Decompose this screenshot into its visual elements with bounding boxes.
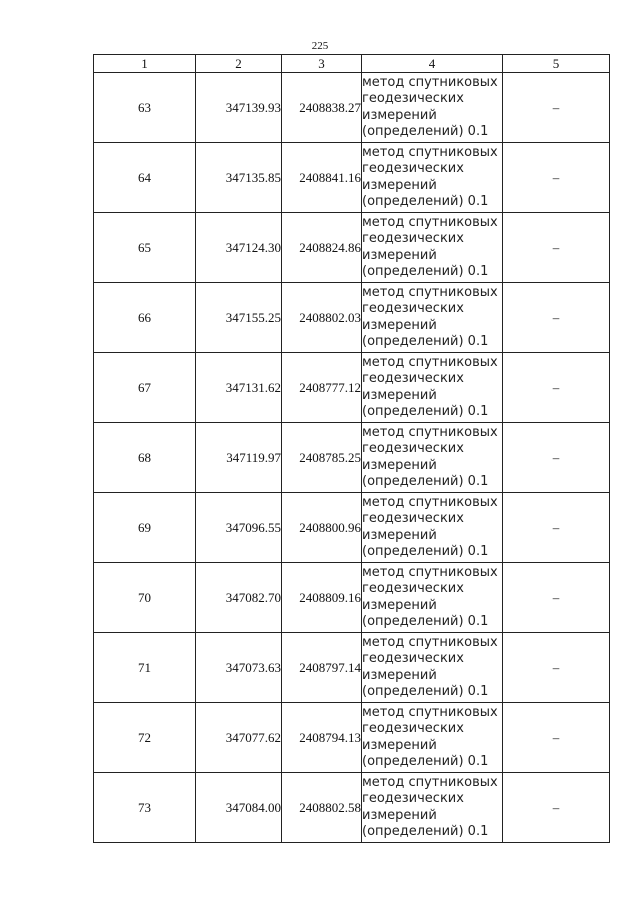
method-cell	[362, 213, 503, 283]
method-line: метод спутниковых	[362, 494, 498, 510]
point-number-cell: 67	[94, 353, 196, 423]
note-cell: –	[503, 353, 610, 423]
x-coordinate-cell: 347119.97	[196, 423, 282, 493]
y-coordinate-cell: 2408841.16	[282, 143, 362, 213]
method-line: метод спутниковых	[362, 564, 498, 580]
y-coordinate-cell: 2408797.14	[282, 633, 362, 703]
method-line: метод спутниковых	[362, 214, 498, 230]
method-cell	[362, 353, 503, 423]
table-row	[94, 213, 610, 283]
method-line: геодезических	[362, 721, 464, 736]
method-line: геодезических	[362, 581, 464, 596]
method-line: (определений) 0.1	[362, 824, 489, 839]
point-number-cell: 65	[94, 213, 196, 283]
method-line: геодезических	[362, 231, 464, 246]
method-line: метод спутниковых	[362, 284, 498, 300]
y-coordinate-cell: 2408794.13	[282, 703, 362, 773]
table-body	[94, 73, 610, 843]
y-coordinate-cell: 2408838.27	[282, 73, 362, 143]
point-number-cell: 73	[94, 773, 196, 843]
method-line: измерений	[362, 107, 437, 123]
method-line: измерений	[362, 807, 437, 823]
method-cell	[362, 73, 503, 143]
table-row	[94, 423, 610, 493]
table-row	[94, 143, 610, 213]
y-coordinate-cell: 2408802.58	[282, 773, 362, 843]
method-line: метод спутниковых	[362, 774, 498, 790]
method-line: геодезических	[362, 161, 464, 176]
method-line: геодезических	[362, 91, 464, 106]
method-cell	[362, 633, 503, 703]
method-line: измерений	[362, 317, 437, 333]
method-line: измерений	[362, 597, 437, 613]
x-coordinate-cell: 347096.55	[196, 493, 282, 563]
method-line: метод спутниковых	[362, 354, 498, 370]
method-cell	[362, 773, 503, 843]
method-line: геодезических	[362, 511, 464, 526]
method-line: (определений) 0.1	[362, 264, 489, 279]
header-col-3: 3	[282, 55, 362, 73]
header-col-5: 5	[503, 55, 610, 73]
note-cell: –	[503, 633, 610, 703]
y-coordinate-cell: 2408802.03	[282, 283, 362, 353]
note-cell: –	[503, 703, 610, 773]
point-number-cell: 70	[94, 563, 196, 633]
method-line: (определений) 0.1	[362, 124, 489, 139]
point-number-cell: 63	[94, 73, 196, 143]
method-line: метод спутниковых	[362, 144, 498, 160]
method-line: (определений) 0.1	[362, 684, 489, 699]
method-cell	[362, 563, 503, 633]
y-coordinate-cell: 2408800.96	[282, 493, 362, 563]
method-line: метод спутниковых	[362, 74, 498, 90]
table-row	[94, 493, 610, 563]
method-line: измерений	[362, 527, 437, 543]
method-cell	[362, 283, 503, 353]
header-col-2: 2	[196, 55, 282, 73]
note-cell: –	[503, 563, 610, 633]
method-line: метод спутниковых	[362, 634, 498, 650]
method-line: измерений	[362, 457, 437, 473]
method-line: геодезических	[362, 791, 464, 806]
method-line: геодезических	[362, 301, 464, 316]
method-line: (определений) 0.1	[362, 544, 489, 559]
method-line: измерений	[362, 247, 437, 263]
method-line: геодезических	[362, 371, 464, 386]
x-coordinate-cell: 347139.93	[196, 73, 282, 143]
point-number-cell: 71	[94, 633, 196, 703]
x-coordinate-cell: 347084.00	[196, 773, 282, 843]
method-line: (определений) 0.1	[362, 334, 489, 349]
table-row	[94, 563, 610, 633]
method-line: (определений) 0.1	[362, 404, 489, 419]
note-cell: –	[503, 773, 610, 843]
method-line: измерений	[362, 737, 437, 753]
y-coordinate-cell: 2408824.86	[282, 213, 362, 283]
method-cell	[362, 493, 503, 563]
y-coordinate-cell: 2408785.25	[282, 423, 362, 493]
method-line: геодезических	[362, 651, 464, 666]
method-line: (определений) 0.1	[362, 754, 489, 769]
note-cell: –	[503, 143, 610, 213]
table-row	[94, 773, 610, 843]
table-header-row	[94, 55, 610, 73]
table-row	[94, 633, 610, 703]
method-line: измерений	[362, 177, 437, 193]
method-cell	[362, 703, 503, 773]
point-number-cell: 69	[94, 493, 196, 563]
point-number-cell: 72	[94, 703, 196, 773]
y-coordinate-cell: 2408777.12	[282, 353, 362, 423]
x-coordinate-cell: 347073.63	[196, 633, 282, 703]
header-col-1: 1	[94, 55, 196, 73]
note-cell: –	[503, 73, 610, 143]
point-number-cell: 64	[94, 143, 196, 213]
header-col-4: 4	[362, 55, 503, 73]
method-line: метод спутниковых	[362, 704, 498, 720]
coordinates-table	[93, 54, 610, 843]
method-cell	[362, 423, 503, 493]
method-cell	[362, 143, 503, 213]
x-coordinate-cell: 347082.70	[196, 563, 282, 633]
x-coordinate-cell: 347155.25	[196, 283, 282, 353]
page-number: 225	[311, 40, 329, 52]
x-coordinate-cell: 347077.62	[196, 703, 282, 773]
note-cell: –	[503, 423, 610, 493]
method-line: измерений	[362, 667, 437, 683]
point-number-cell: 68	[94, 423, 196, 493]
x-coordinate-cell: 347131.62	[196, 353, 282, 423]
method-line: (определений) 0.1	[362, 614, 489, 629]
method-line: (определений) 0.1	[362, 194, 489, 209]
point-number-cell: 66	[94, 283, 196, 353]
x-coordinate-cell: 347135.85	[196, 143, 282, 213]
table-row	[94, 353, 610, 423]
y-coordinate-cell: 2408809.16	[282, 563, 362, 633]
method-line: (определений) 0.1	[362, 474, 489, 489]
note-cell: –	[503, 493, 610, 563]
table-row	[94, 703, 610, 773]
note-cell: –	[503, 283, 610, 353]
x-coordinate-cell: 347124.30	[196, 213, 282, 283]
table-row	[94, 283, 610, 353]
table-row	[94, 73, 610, 143]
method-line: измерений	[362, 387, 437, 403]
note-cell: –	[503, 213, 610, 283]
method-line: геодезических	[362, 441, 464, 456]
method-line: метод спутниковых	[362, 424, 498, 440]
